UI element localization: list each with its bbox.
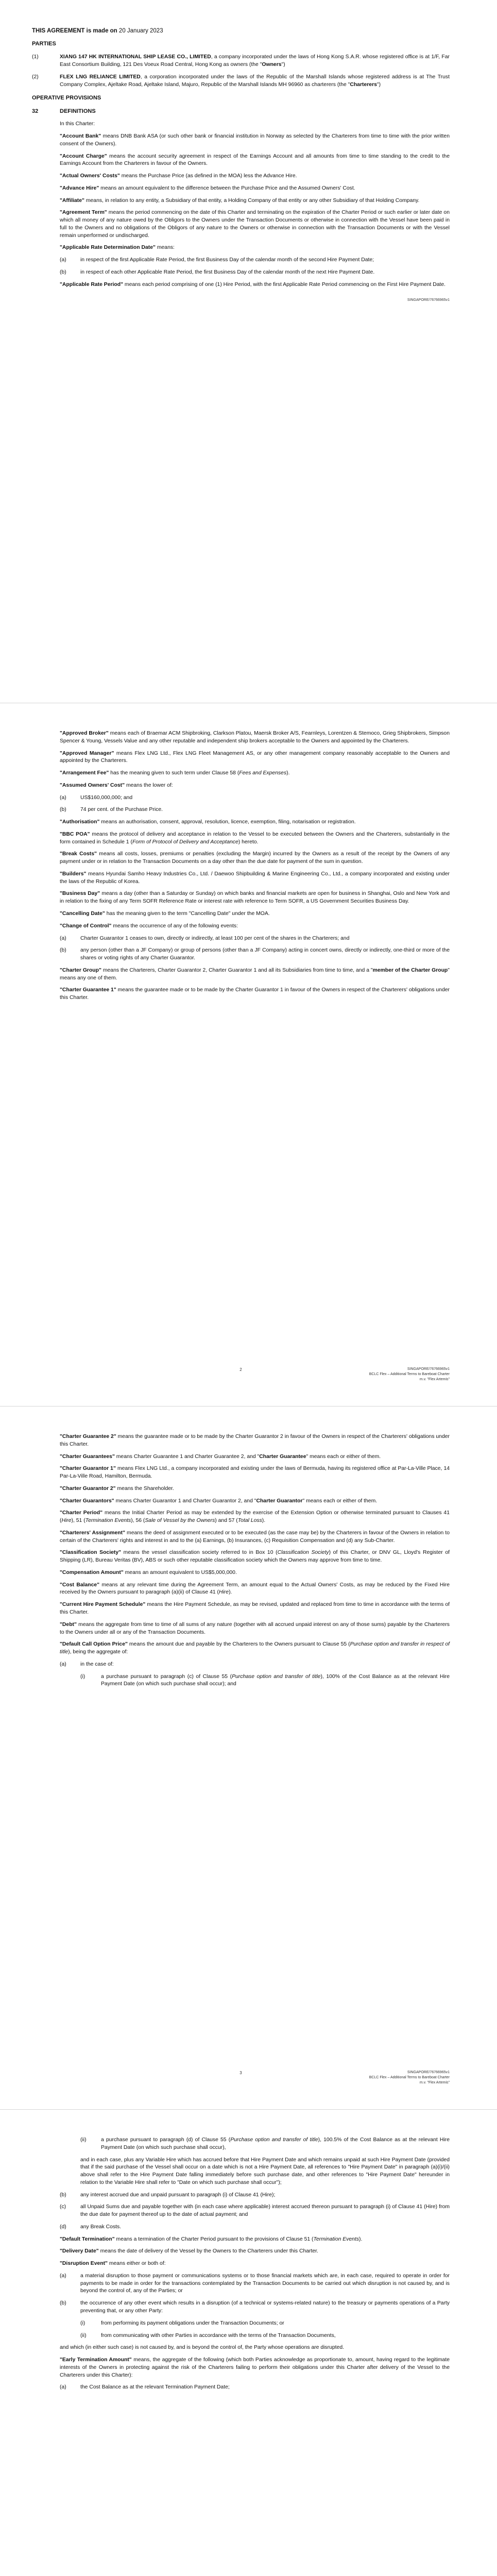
list-item: (a) Charter Guarantor 1 ceases to own, directly or indirectly, at least 100 per cent of the shares in the Charterers; and (60, 935, 350, 941)
party-1: (1) XIANG 147 HK INTERNATIONAL SHIP LEASE CO., LIMITED, a company incorporated under the laws of Hong Kong S.A.R. whose registered office is at 1/F, Far East Consortium Building, 121 Des Voeux Road Central, Hong Kong as owners (the "Owners") (32, 54, 450, 67)
definition: "Authorisation" means an authorisation, consent, approval, resolution, licence, exemption, filing, notarisation or registration. (60, 819, 356, 825)
page-number: 2 (239, 1367, 242, 1372)
definition: "Charter Guarantors" means Charter Guarantor 1 and Charter Guarantor 2, and "Charter Guarantor" means each or either of them. (60, 1498, 378, 1504)
definition: "Charter Guarantor 1" means Flex LNG Ltd., a company incorporated and existing under the laws of Bermuda, having its registered office at Par-La-Ville Place, 14 Par-La-Ville Road, Hamilton, Bermuda. (60, 1466, 450, 1480)
definition: "Affiliate" means, in relation to any entity, a Subsidiary of that entity, a Holding Company of that entity or any other Subsidiary of that Holding Company. (60, 197, 420, 204)
parties-heading: PARTIES (32, 41, 56, 47)
list-item: (b) the occurrence of any other event which results in a disruption (of a technical or systems-related nature) to the treasury or payments operations of a Party preventing that, or any other Party: (60, 2300, 450, 2314)
definition: "Default Call Option Price" means the amount due and payable by the Charterers to the Owners pursuant to Clause 55 (Purchase option and transfer in respect of title), being the aggregate of: (60, 1641, 450, 1655)
page-4 (0, 2110, 497, 2576)
definition: "Agreement Term" means the period commencing on the date of this Charter and terminating on the expiration of the Charter Period or such earlier or later date on which all money of any nature owed by the Obligors to the Owners under the Transaction Documents or otherwise in connection with the Vessel have been paid in full to the Owners and no obligations of the Obligors of any nature to the Owners or otherwise in connection with the Transaction Documents or with the Vessel remain unperformed or undischarged. (60, 210, 450, 239)
list-item: (i) from performing its payment obligations under the Transaction Documents; or (80, 2320, 284, 2326)
definition: "Charter Group" means the Charterers, Charter Guarantor 2, Charter Guarantor 1 and all its Subsidiaries from time to time, and a "member of the Charter Group" means any one of them. (60, 967, 450, 981)
definition: "Account Bank" means DNB Bank ASA (or such other bank or financial institution in Norway as selected by the Charterers from time to time with the prior written consent of the Owners). (60, 133, 450, 147)
list-item: (a) in respect of the first Applicable Rate Period, the first Business Day of the calendar month of the second Hire Payment Date; (60, 257, 374, 263)
list-item: (b) any person (other than a JF Company) or group of persons (other than a JF Company) acting in concert owns, directly or indirectly, one-third or more of the shares or voting rights of any Charter Guarantor. (60, 947, 450, 961)
list-item: (a) in the case of: (60, 1661, 114, 1667)
definition: "Charter Period" means the Initial Charter Period as may be extended by the exercise of the Extension Option or otherwise terminated pursuant to Clauses 41 (Hire), 51 (Termination Events), 56 (Sale of Vessel by the Owners) and 57 (Total Loss). (60, 1510, 450, 1524)
definition: "Delivery Date" means the date of delivery of the Vessel by the Owners to the Charterers under this Charter. (60, 2248, 318, 2255)
agreement-date: 20 January 2023 (118, 28, 163, 34)
definition: "Change of Control" means the occurrence of any of the following events: (60, 923, 238, 929)
paragraph: and in each case, plus any Variable Hire which has accrued before that Hire Payment Date and which remains unpaid at such Hire Payment Date (provided that if the said purchase of the Vessel shall occur on a date which is not a Hire Payment Date, all references to "Hire Payment Date" in paragraph (a)(i)/(ii) above shall refer to the Hire Payment Date falling immediately before such purchase date, and other references to "Hire Payment Date" hereunder in relation to the Variable Hire shall refer to "Date on which such purchase shall occur"); (80, 2157, 450, 2185)
definition: "Assumed Owners' Cost" means the lower of: (60, 782, 173, 788)
definition: "Charter Guarantees" means Charter Guarantee 1 and Charter Guarantee 2, and "Charter Guarantee" means each or either of them. (60, 1453, 381, 1460)
definition: "BBC POA" means the protocol of delivery and acceptance in relation to the Vessel to be executed between the Owners and the Charterers, substantially in the form contained in Schedule 1 (Form of Protocol of Delivery and Acceptance) hereto. (60, 831, 450, 845)
definition: "Charterers' Assignment" means the deed of assignment executed or to be executed (as the case may be) by the Charterers in favour of the Owners in relation to certain of the Charterers' rights and interest in and to the (a) Earnings, (b) Insurances, (c) Requisition Compensation and (d) any Sub-Charter. (60, 1530, 450, 1544)
list-item: (a) a material disruption to those payment or communications systems or to those financial markets which are, in each case, required to operate in order for payments to be made in order for the transactions contemplated by the Transaction Documents to be carried out which disruption is not caused by, and is beyond the control of, any of the Parties; or (60, 2273, 450, 2294)
list-item: (d) any Break Costs. (60, 2224, 122, 2230)
definition: "Debt" means the aggregate from time to time of all sums of any nature (together with all accrued unpaid interest on any of those sums) payable by the Charterers to the Owners under all or any of the Transaction Documents. (60, 1621, 450, 1635)
definition: "Compensation Amount" means an amount equivalent to US$5,000,000. (60, 1569, 237, 1575)
page-footer: 2 SINGAPORE/76766965v1 BCLC Flex – Additional Terms to Bareboat Charter m.v. "Flex Artemis" (32, 1367, 450, 1387)
paragraph: and which (in either such case) is not caused by, and is beyond the control of, the Party whose operations are disrupted. (60, 2345, 344, 2351)
intro-line: In this Charter: (60, 121, 95, 127)
definition: "Cost Balance" means at any relevant time during the Agreement Term, an amount equal to the Actual Owners' Costs, as may be reduced by the Fixed Hire received by the Owners pursuant to paragraph (a)(ii) of Clause 41 (Hire). (60, 1582, 450, 1596)
list-item: (ii) a purchase pursuant to paragraph (d) of Clause 55 (Purchase option and transfer of title), 100.5% of the Cost Balance as at the relevant Hire Payment Date (on which such purchase shall occur), (80, 2137, 450, 2150)
party-2: (2) FLEX LNG RELIANCE LIMITED, a corporation incorporated under the laws of the Republic of the Marshall Islands whose registered address is at The Trust Company Complex, Ajeltake Road, Ajeltake Island, Majuro, Republic of the Marshall Islands MH 96960 as charterers (the "Charterers") (32, 74, 450, 88)
page-number: 3 (239, 2071, 242, 2075)
page-3 (0, 1406, 497, 2110)
section-heading: 32 DEFINITIONS (32, 108, 96, 114)
definition: "Applicable Rate Determination Date" means: (60, 245, 175, 251)
definition: "Approved Broker" means each of Braemar ACM Shipbroking, Clarkson Platou, Maersk Broker A/S, Fearnleys, Lorentzen & Stemoco, Grieg Shipbrokers, Simpson Spencer & Young, Vessels Value and any other reputable and independent ship brokers acceptable to the Owners and appointed by the Charterers. (60, 731, 450, 744)
document-reference: SINGAPORE/76766965v1 (407, 298, 450, 302)
definition: "Current Hire Payment Schedule" means the Hire Payment Schedule, as may be revised, updated and replaced from time to time in accordance with the terms of this Charter. (60, 1602, 450, 1616)
definition: "Approved Manager" means Flex LNG Ltd., Flex LNG Fleet Management AS, or any other management company reasonably acceptable to the Owners and appointed by the Charterers. (60, 750, 450, 764)
definition: "Applicable Rate Period" means each period comprising of one (1) Hire Period, with the first Applicable Rate Period commencing on the First Hire Payment Date. (60, 281, 446, 287)
page-footer: 3 SINGAPORE/76766965v1 BCLC Flex – Additional Terms to Bareboat Charter m.v. "Flex Artemis" (32, 2070, 450, 2091)
list-item: (ii) from communicating with other Parties in accordance with the terms of the Transaction Documents, (80, 2332, 336, 2338)
definition: "Business Day" means a day (other than a Saturday or Sunday) on which banks and financial markets are open for business in Shanghai, Oslo and New York and in relation to the fixing of any Term SOFR Reference Rate or interest rate with reference to Term SOFR, a US Government Securities Business Day. (60, 891, 450, 905)
definition: "Charter Guarantor 2" means the Shareholder. (60, 1485, 174, 1492)
list-item: (c) all Unpaid Sums due and payable together with (in each case where applicable) interest accrued thereon pursuant to paragraph (i) of Clause 41 (Hire) from the due date for payment thereof up to the date of actual payment; and (60, 2204, 450, 2218)
list-item: (a) US$160,000,000; and (60, 794, 133, 801)
page-1 (0, 0, 497, 703)
definition: "Classification Society" means the vessel classification society referred to in Box 10 (Classification Society) of this Charter, or DNV GL, Lloyd's Register of Shipping (LR), Bureau Veritas (BV), ABS or such other reputable classification society which the Owners may approve from time to time. (60, 1550, 450, 1564)
definition: "Advance Hire" means an amount equivalent to the difference between the Purchase Price and the Assumed Owners' Cost. (60, 185, 355, 191)
definition: "Account Charge" means the account security agreement in respect of the Earnings Account and all amounts from time to time standing to the credit to the Earnings Account from the Charterers in favour of the Owners. (60, 153, 450, 167)
list-item: (a) the Cost Balance as at the relevant Termination Payment Date; (60, 2384, 230, 2391)
definition: "Break Costs" means all costs, losses, premiums or penalties (excluding the Margin) incurred by the Owners as a result of the receipt by the Owners of any payment under or in relation to the Transaction Documents on a day other than the due date for payment of the sum in question. (60, 851, 450, 865)
definition: "Default Termination" means a termination of the Charter Period pursuant to the provisions of Clause 51 (Termination Events). (60, 2236, 363, 2242)
definition: "Disruption Event" means either or both of: (60, 2261, 166, 2267)
page-2 (0, 703, 497, 1406)
agreement-intro: THIS AGREEMENT is made on 20 January 2023 (32, 28, 163, 34)
list-item: (b) any interest accrued due and unpaid pursuant to paragraph (i) of Clause 41 (Hire); (60, 2192, 276, 2198)
list-item: (i) a purchase pursuant to paragraph (c) of Clause 55 (Purchase option and transfer of title), 100% of the Cost Balance as at the relevant Hire Payment Date (on which such purchase shall occur); and (80, 1673, 450, 1687)
definition: "Cancelling Date" has the meaning given to the term "Cancelling Date" under the MOA. (60, 911, 270, 917)
list-item: (b) in respect of each other Applicable Rate Period, the first Business Day of the calendar month of the next Hire Payment Date. (60, 269, 375, 275)
definition: "Charter Guarantee 1" means the guarantee made or to be made by the Charter Guarantor 1 in favour of the Owners in respect of the Charterers' obligations under this Charter. (60, 987, 450, 1001)
operative-heading: OPERATIVE PROVISIONS (32, 95, 101, 101)
list-item: (b) 74 per cent. of the Purchase Price. (60, 807, 163, 813)
definition: "Arrangement Fee" has the meaning given to such term under Clause 58 (Fees and Expenses). (60, 770, 290, 776)
definition: "Early Termination Amount" means, the aggregate of the following (which both Parties acknowledge as proportionate to, amount, having regard to the legitimate interests of the Owners in protecting against the risk of the Charterers failing to perform their obligations under this Charter after delivery of the Vessel to the Charterers under this Charter): (60, 2357, 450, 2378)
definition: "Actual Owners' Costs" means the Purchase Price (as defined in the MOA) less the Advance Hire. (60, 173, 297, 179)
definition: "Charter Guarantee 2" means the guarantee made or to be made by the Charter Guarantor 2 in favour of the Owners in respect of the Charterers' obligations under this Charter. (60, 1434, 450, 1447)
definition: "Builders" means Hyundai Samho Heavy Industries Co., Ltd. / Daewoo Shipbuilding & Marine Engineering Co., Ltd., a company incorporated and existing under the laws of the Republic of Korea. (60, 871, 450, 885)
